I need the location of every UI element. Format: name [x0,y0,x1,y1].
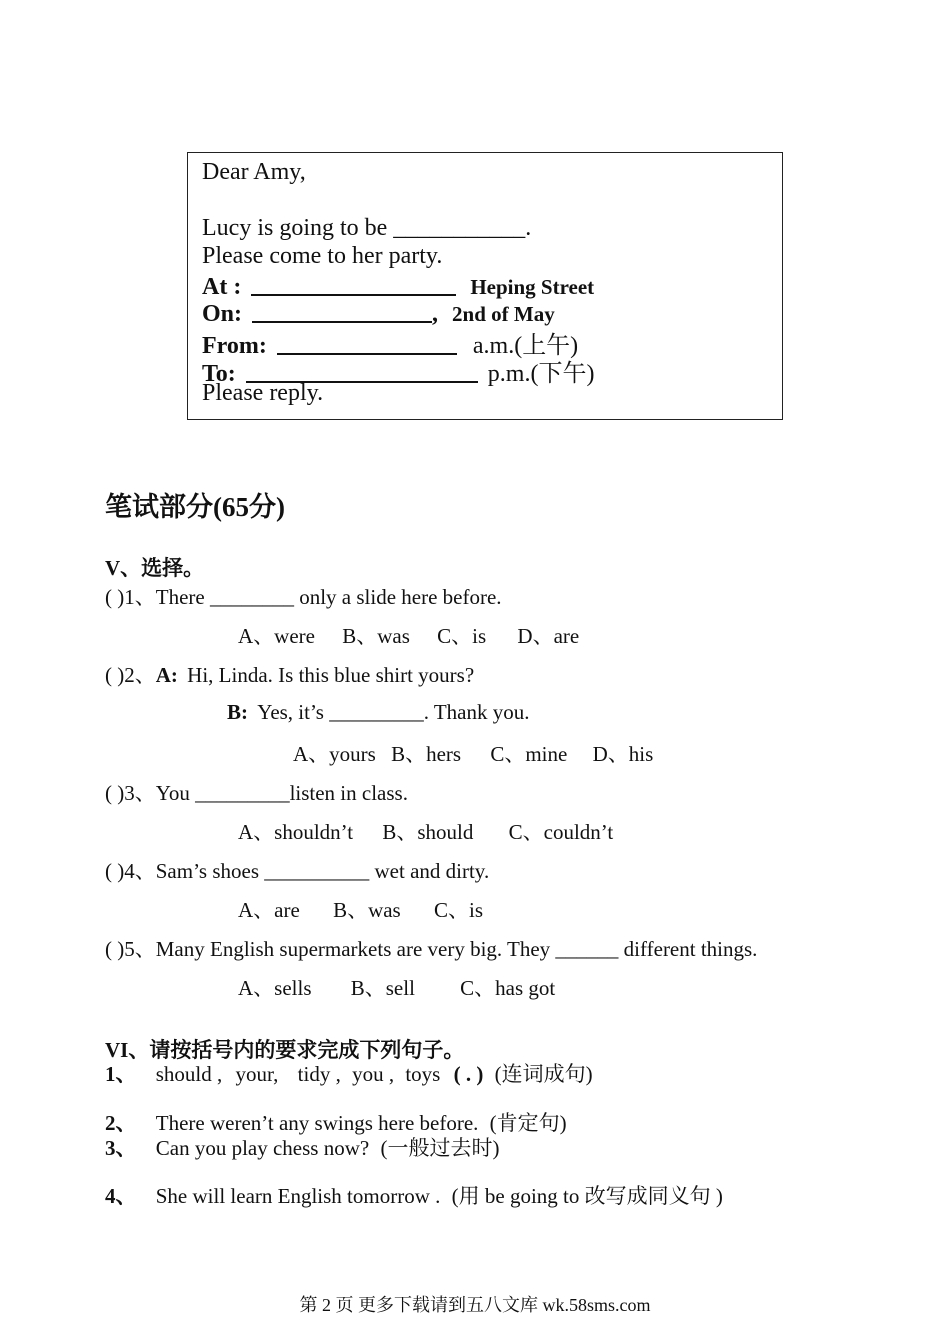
item-1-word-5: toys [405,1062,441,1086]
q3-option-c: C、couldn’t [508,820,614,844]
item-1-word-3: tidy , [297,1062,341,1086]
question-2-bracket: ( )2、 [105,663,156,687]
from-blank [277,329,457,355]
question-3-options [238,816,613,846]
question-5-bracket: ( )5、 [105,937,156,961]
item-4-text: She will learn English tomorrow . [155,1184,441,1208]
section-5-title: V、选择。 [105,556,205,580]
item-1-hint: (连词成句) [494,1062,593,1086]
q2-option-c: C、mine [490,742,568,766]
q4-option-b: B、was [333,898,401,922]
q1-option-d: D、are [517,624,580,648]
invitation-line-birthday: Lucy is going to be ___________. [202,215,532,241]
sentence-item-1 [105,1058,593,1088]
question-2-reply [227,700,530,725]
question-1-text: There ________ only a slide here before. [155,585,502,609]
question-1 [105,581,502,611]
at-blank [251,270,456,296]
q5-option-b: B、sell [350,976,415,1000]
item-1-number: 1、 [105,1062,137,1086]
question-3-bracket: ( )3、 [105,781,156,805]
question-4-text: Sam’s shoes __________ wet and dirty. [155,859,490,883]
question-5 [105,933,757,963]
invitation-greeting: Dear Amy, [202,159,306,185]
question-4-bracket: ( )4、 [105,859,156,883]
q1-option-b: B、was [342,624,410,648]
q3-option-a: A、shouldn’t [238,820,354,844]
item-1-word-2: your, [235,1062,279,1086]
from-label: From: [202,333,267,359]
q5-option-a: A、sells [238,976,312,1000]
q4-option-c: C、is [433,898,483,922]
question-3-text: You _________listen in class. [155,781,408,805]
q1-option-a: A、were [238,624,315,648]
question-2-options [293,738,653,768]
item-2-number: 2、 [105,1111,137,1135]
item-1-word-1: should , [155,1062,223,1086]
question-5-options [238,972,555,1002]
on-label: On: [202,301,243,327]
item-3-number: 3、 [105,1136,137,1160]
item-1-word-4: you , [352,1062,395,1086]
q1-option-c: C、is [437,624,487,648]
item-4-hint: (用 be going to 改写成同义句 ) [451,1184,723,1208]
q5-option-c: C、has got [460,976,556,1000]
question-5-text: Many English supermarkets are very big. They ______ different things. [155,937,758,961]
sentence-item-4 [105,1180,723,1210]
item-2-hint: (肯定句) [489,1111,567,1135]
question-2-text-b: Yes, it’s _________. Thank you. [257,700,530,724]
page-footer: 第 2 页 更多下载请到五八文库 wk.58sms.com [299,1295,651,1315]
invitation-closing: Please reply. [202,380,324,406]
question-2 [105,659,474,689]
item-2-text: There weren’t any swings here before. [155,1111,479,1135]
at-value: Heping Street [470,275,595,299]
from-value: a.m.(上午) [472,333,579,359]
question-3 [105,777,408,807]
item-4-number: 4、 [105,1184,137,1208]
invitation-card [187,152,783,420]
sentence-item-3 [105,1132,499,1162]
to-label: To: [202,361,236,387]
invitation-on-row [202,297,555,328]
question-2-speaker-b: B: [227,700,248,724]
on-value: 2nd of May [452,302,555,326]
on-comma: , [432,301,439,327]
written-part-heading: 笔试部分(65分) [105,492,285,522]
q2-option-a: A、yours [293,742,376,766]
item-3-text: Can you play chess now? [155,1136,370,1160]
question-1-options [238,620,579,650]
to-value: p.m.(下午) [487,361,595,387]
at-label: At : [202,274,242,300]
q3-option-b: B、should [382,820,474,844]
q2-option-d: D、his [592,742,654,766]
q2-option-b: B、hers [391,742,462,766]
q4-option-a: A、are [238,898,300,922]
invitation-line-come: Please come to her party. [202,243,443,269]
section-6-title: VI、请按括号内的要求完成下列句子。 [105,1038,465,1062]
question-2-text-a: Hi, Linda. Is this blue shirt yours? [187,663,475,687]
item-1-punct: ( . ) [453,1062,484,1086]
item-3-hint: (一般过去时) [380,1136,500,1160]
on-blank [252,297,432,323]
question-2-speaker-a: A: [155,663,178,687]
question-1-bracket: ( )1、 [105,585,156,609]
question-4 [105,855,489,885]
question-4-options [238,894,483,924]
